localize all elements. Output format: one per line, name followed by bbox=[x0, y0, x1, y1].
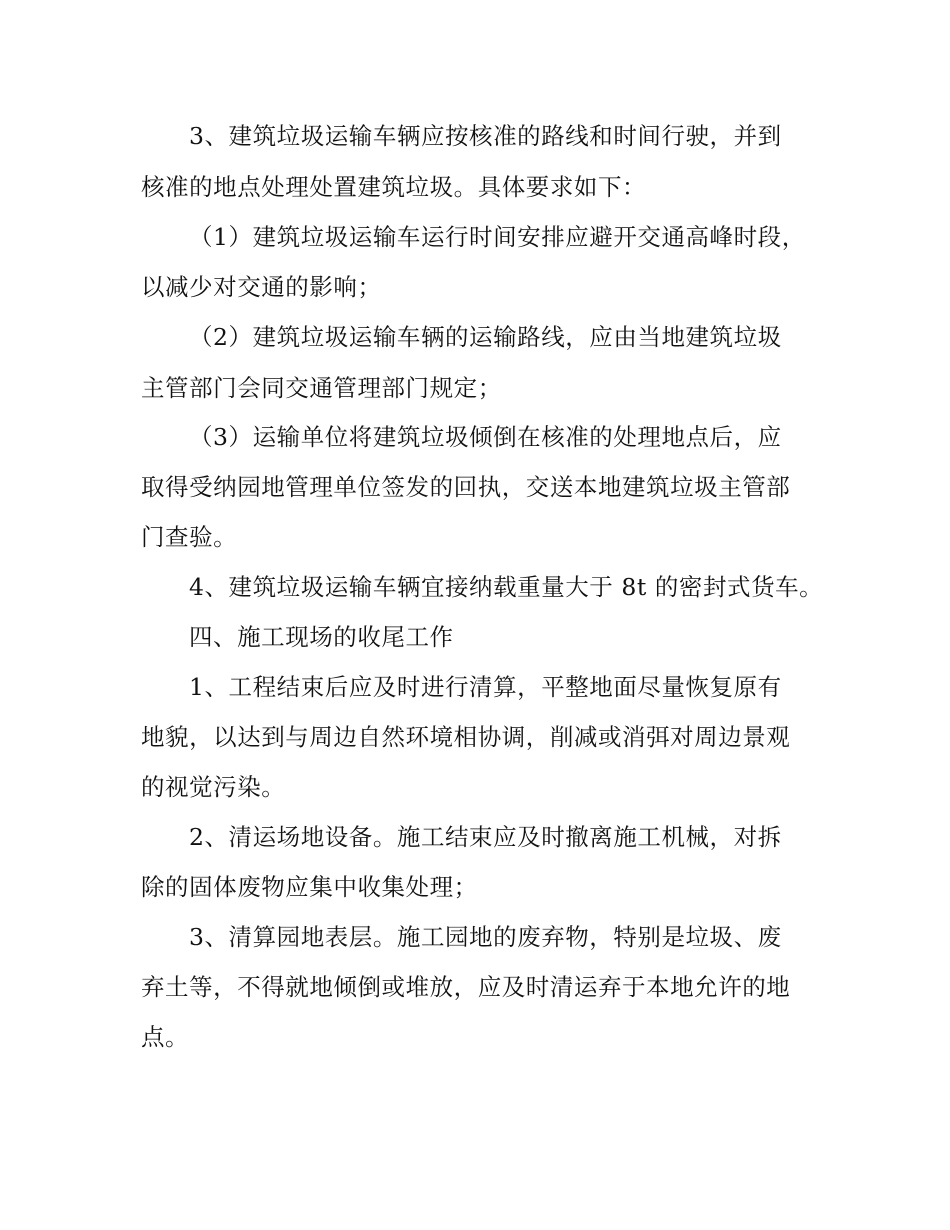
closing-item-1-line-3: 的视觉污染。 bbox=[141, 773, 286, 801]
paragraph-3-line-1: 3、建筑垃圾运输车辆应按核准的路线和时间行驶，并到 bbox=[189, 122, 782, 150]
closing-item-3-line-1: 3、清算园地表层。施工园地的废弃物，特别是垃圾、废 bbox=[189, 923, 782, 951]
closing-item-2-line-1: 2、清运场地设备。施工结束应及时撤离施工机械，对拆 bbox=[189, 823, 782, 851]
section-heading-4: 四、施工现场的收尾工作 bbox=[189, 623, 454, 651]
closing-item-3-line-2: 弃土等，不得就地倾倒或堆放，应及时清运弃于本地允许的地 bbox=[141, 973, 791, 1001]
paragraph-4-line-1: 4、建筑垃圾运输车辆宜接纳载重量大于 8t 的密封式货车。 bbox=[189, 573, 824, 601]
closing-item-1-line-2: 地貌，以达到与周边自然环境相协调，削减或消弭对周边景观 bbox=[141, 723, 791, 751]
item-2-line-2: 主管部门会同交通管理部门规定； bbox=[141, 374, 502, 402]
closing-item-1-line-1: 1、工程结束后应及时进行清算，平整地面尽量恢复原有 bbox=[189, 673, 782, 701]
item-1-line-2: 以减少对交通的影响； bbox=[141, 273, 382, 301]
item-2-line-1: （2）建筑垃圾运输车辆的运输路线，应由当地建筑垃圾 bbox=[189, 323, 782, 351]
closing-item-2-line-2: 除的固体废物应集中收集处理； bbox=[141, 873, 478, 901]
paragraph-3-line-2: 核准的地点处理处置建筑垃圾。具体要求如下： bbox=[141, 173, 647, 201]
item-3-line-2: 取得受纳园地管理单位签发的回执，交送本地建筑垃圾主管部 bbox=[141, 473, 791, 501]
item-3-line-3: 门查验。 bbox=[141, 523, 238, 551]
item-3-line-1: （3）运输单位将建筑垃圾倾倒在核准的处理地点后，应 bbox=[189, 423, 782, 451]
closing-item-3-line-3: 点。 bbox=[141, 1023, 190, 1051]
item-1-line-1: （1）建筑垃圾运输车运行时间安排应避开交通高峰时段， bbox=[189, 223, 806, 251]
